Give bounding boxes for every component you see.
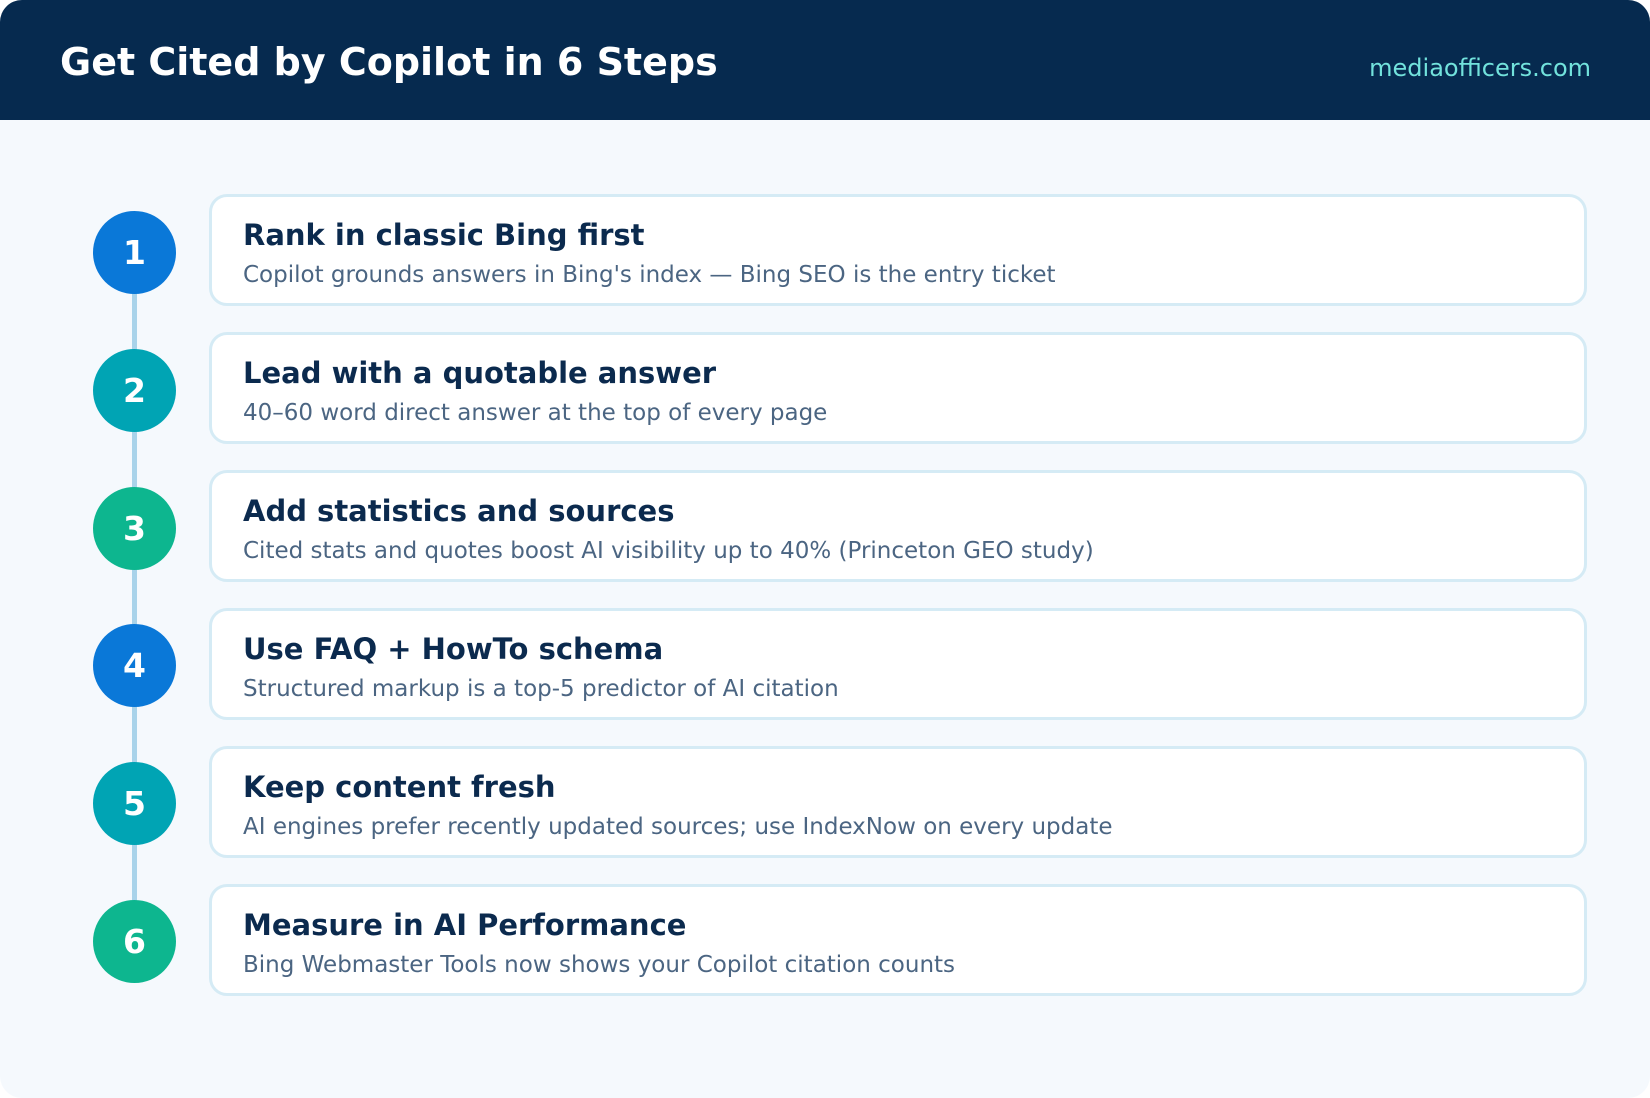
step-title: Rank in classic Bing first [243,218,645,252]
step-card [209,194,1587,306]
header-bar [0,0,1650,120]
step-description: Cited stats and quotes boost AI visibility up to 40% (Princeton GEO study) [243,538,1094,564]
step-description: Copilot grounds answers in Bing's index — Bing SEO is the entry ticket [243,262,1056,288]
step-description: Bing Webmaster Tools now shows your Copilot citation counts [243,952,956,978]
step-number-badge: 1 [93,211,176,294]
step-title: Lead with a quotable answer [243,356,717,390]
step-title: Keep content fresh [243,770,556,804]
page-title: Get Cited by Copilot in 6 Steps [60,40,718,84]
site-label: mediaofficers.com [1369,54,1591,82]
step-card [209,332,1587,444]
step-number-badge: 5 [93,762,176,845]
step-description: 40–60 word direct answer at the top of every page [243,400,828,426]
step-card [209,608,1587,720]
step-number-badge: 2 [93,349,176,432]
step-number-badge: 3 [93,487,176,570]
step-card [209,746,1587,858]
step-description: Structured markup is a top-5 predictor of AI citation [243,676,839,702]
step-title: Use FAQ + HowTo schema [243,632,664,666]
step-description: AI engines prefer recently updated sources; use IndexNow on every update [243,814,1113,840]
step-card [209,884,1587,996]
step-number-badge: 6 [93,900,176,983]
step-title: Add statistics and sources [243,494,675,528]
step-number-badge: 4 [93,624,176,707]
step-title: Measure in AI Performance [243,908,687,942]
step-card [209,470,1587,582]
